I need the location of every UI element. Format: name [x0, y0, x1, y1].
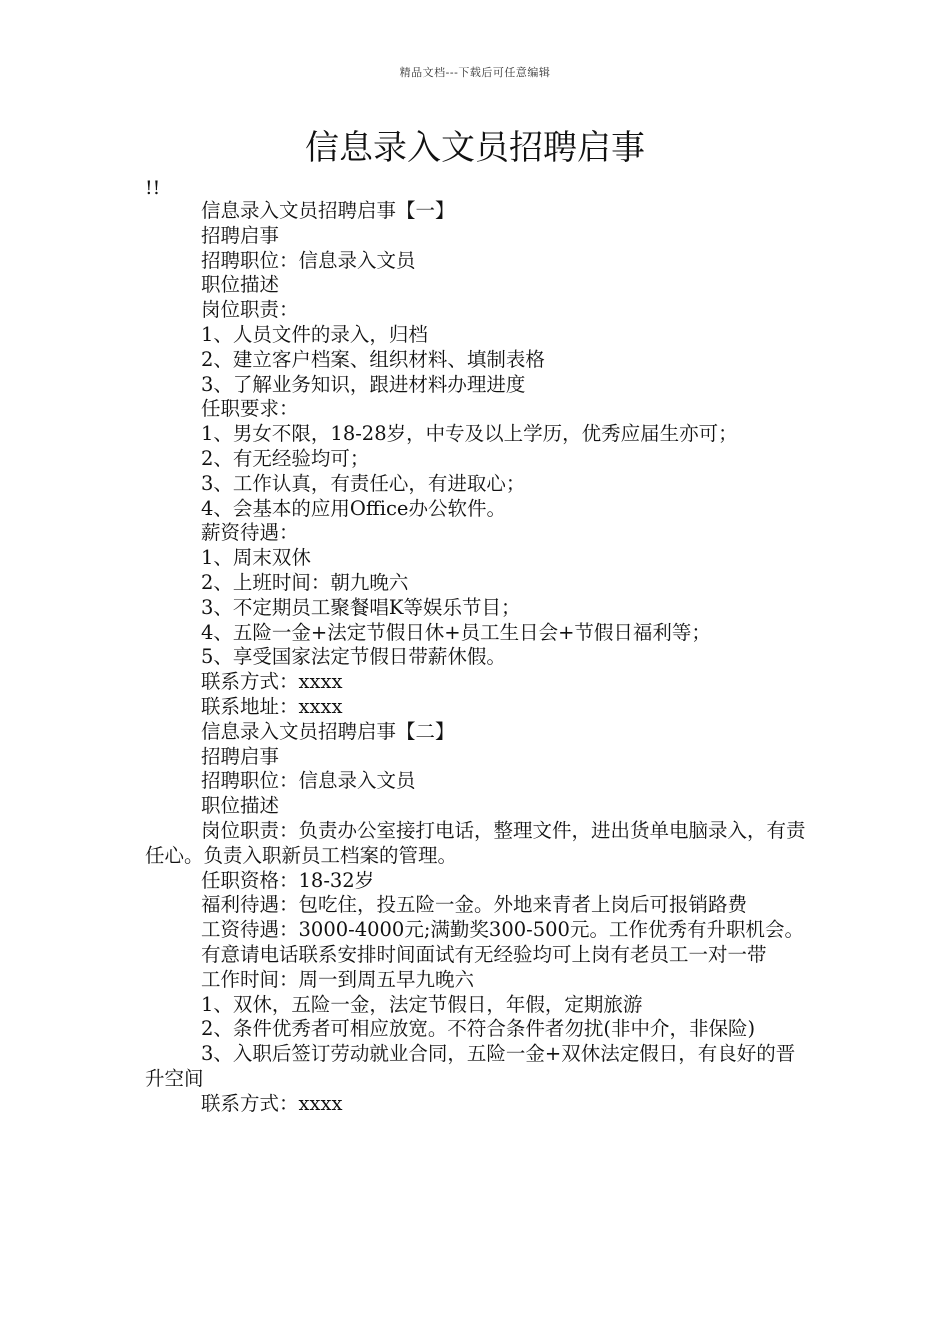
body-line: 招聘启事 [201, 744, 280, 768]
body-line: 3、不定期员工聚餐唱K等娱乐节目； [201, 595, 521, 619]
body-line: 5、享受国家法定节假日带薪休假。 [201, 645, 506, 669]
body-line: 2、上班时间：朝九晚六 [201, 570, 409, 594]
body-line: 1、周末双休 [201, 546, 311, 570]
body-line: 1、男女不限，18-28岁，中专及以上学历，优秀应届生亦可； [201, 422, 738, 446]
body-paragraph: 3、入职后签订劳动就业合同，五险一金+双休法定假日，有良好的晋升空间 [145, 1042, 796, 1090]
body-line: 3、工作认真，有责任心，有进取心； [201, 471, 526, 495]
body-line: 招聘职位：信息录入文员 [201, 248, 416, 272]
body-line: 岗位职责： [201, 298, 299, 322]
marker-text: !! [145, 177, 161, 199]
body-paragraph: 有意请电话联系安排时间面试有无经验均可上岗有老员工一对一带 [201, 942, 767, 966]
body-paragraph: 福利待遇：包吃住，投五险一金。外地来青者上岗后可报销路费 [201, 893, 748, 917]
body-line: 1、人员文件的录入，归档 [201, 322, 428, 346]
body-line: 薪资待遇： [201, 521, 299, 545]
document-title: 信息录入文员招聘启事 [305, 128, 645, 168]
body-paragraph: 岗位职责：负责办公室接打电话，整理文件，进出货单电脑录入，有责任心。负责入职新员工档案的管理。 [145, 818, 806, 867]
body-line: 联系地址：xxxx [201, 694, 343, 718]
body-line: 4、五险一金+法定节假日休+员工生日会+节假日福利等； [201, 620, 711, 644]
body-paragraph: 1、双休，五险一金，法定节假日，年假，定期旅游 [201, 992, 643, 1016]
body-paragraph: 工作时间：周一到周五早九晚六 [201, 967, 475, 991]
body-line: 招聘职位：信息录入文员 [201, 769, 416, 793]
body-paragraph: 工资待遇：3000-4000元;满勤奖300-500元。工作优秀有升职机会。 [201, 918, 804, 942]
body-paragraph: 任职资格：18-32岁 [201, 868, 375, 892]
body-line: 联系方式：xxxx [201, 670, 343, 694]
section-heading: 信息录入文员招聘启事【二】 [201, 719, 455, 743]
body-line: 职位描述 [201, 273, 280, 297]
header-note: 精品文档---下载后可任意编辑 [399, 66, 551, 79]
body-line: 职位描述 [201, 794, 280, 818]
body-line: 招聘启事 [201, 223, 280, 247]
body-line: 2、有无经验均可； [201, 446, 370, 470]
body-paragraph: 联系方式：xxxx [201, 1091, 343, 1115]
body-paragraph: 2、条件优秀者可相应放宽。不符合条件者勿扰(非中介，非保险) [201, 1017, 756, 1041]
section-heading: 信息录入文员招聘启事【一】 [201, 199, 455, 222]
body-line: 4、会基本的应用Office办公软件。 [201, 496, 506, 520]
body-line: 3、了解业务知识，跟进材料办理进度 [201, 372, 526, 396]
body-line: 任职要求： [201, 397, 299, 421]
body-line: 2、建立客户档案、组织材料、填制表格 [201, 347, 545, 371]
document-body [145, 199, 807, 1116]
